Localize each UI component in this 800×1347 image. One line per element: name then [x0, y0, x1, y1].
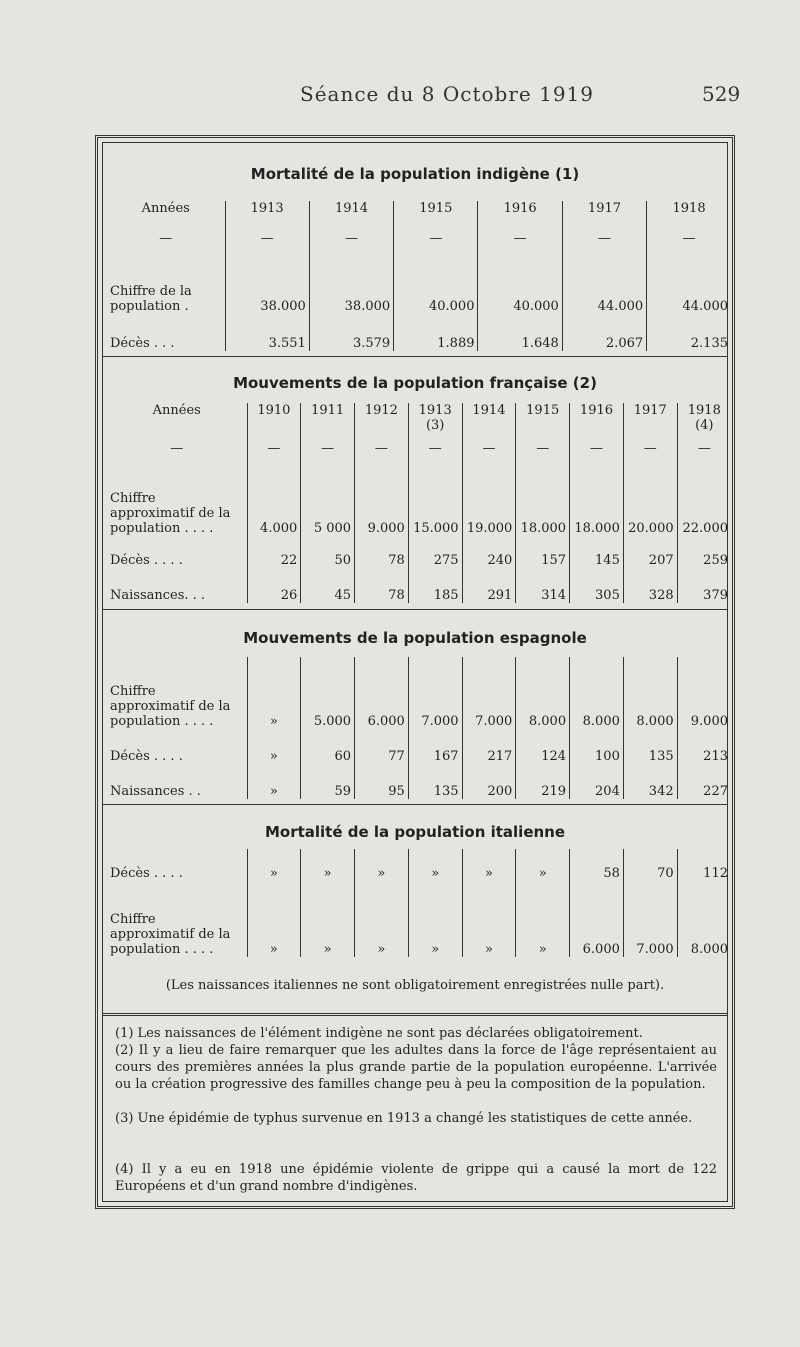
- value-cell: 112: [677, 849, 731, 881]
- value-cell: 40.000: [394, 254, 478, 315]
- value-cell: 314: [516, 568, 570, 603]
- value-cell: 185: [408, 568, 462, 603]
- value-cell: »: [516, 849, 570, 881]
- dash-cell: —: [677, 441, 731, 464]
- page-header: [0, 82, 800, 112]
- dash-cell: —: [478, 231, 562, 253]
- value-cell: 38.000: [225, 254, 309, 315]
- year-cell: 1914: [462, 403, 516, 441]
- value-cell: 240: [462, 536, 516, 567]
- value-cell: 342: [623, 764, 677, 799]
- value-cell: 200: [462, 764, 516, 799]
- value-cell: 135: [623, 729, 677, 764]
- page-title: Séance du 8 Octobre 1919: [300, 82, 594, 106]
- value-cell: 8.000: [677, 881, 731, 957]
- value-cell: »: [516, 881, 570, 957]
- dash-cell: —: [647, 231, 731, 253]
- year-cell: 1910: [247, 403, 301, 441]
- row-label: Chiffre approximatif de la population . . . .: [110, 684, 231, 730]
- row-label: Décès . . . .: [110, 552, 183, 568]
- dash-cell: —: [394, 231, 478, 253]
- table-row: [107, 881, 731, 957]
- value-cell: 45: [301, 568, 355, 603]
- value-cell: 59: [301, 764, 355, 799]
- value-cell: »: [408, 881, 462, 957]
- table-row: [107, 536, 731, 567]
- year-cell: 1912: [355, 403, 409, 441]
- value-cell: 18.000: [516, 463, 570, 536]
- value-cell: 328: [623, 568, 677, 603]
- year-cell: 1915: [516, 403, 570, 441]
- row-label: Décès . . .: [110, 336, 175, 351]
- dash-row: [107, 231, 731, 253]
- table-row: [107, 568, 731, 603]
- value-cell: »: [355, 881, 409, 957]
- statistics-inner-frame: [102, 142, 728, 1202]
- value-cell: 77: [355, 729, 409, 764]
- dash-cell: —: [225, 231, 309, 253]
- value-cell: 40.000: [478, 254, 562, 315]
- note-1: (1) Les naissances de l'élément indigène ne sont pas déclarées obligatoirement.: [115, 1026, 643, 1041]
- section-divider: [103, 356, 727, 357]
- value-cell: »: [408, 849, 462, 881]
- value-cell: 213: [677, 729, 731, 764]
- page-number: 529: [702, 82, 741, 106]
- year-cell: 1913 (3): [408, 403, 462, 441]
- dash-cell: —: [516, 441, 570, 464]
- value-cell: 38.000: [309, 254, 393, 315]
- value-cell: 18.000: [570, 463, 624, 536]
- dash-cell: —: [301, 441, 355, 464]
- years-row: [107, 201, 731, 231]
- table-row: [107, 657, 731, 729]
- value-cell: »: [247, 764, 301, 799]
- value-cell: 3.579: [309, 314, 393, 351]
- value-cell: 2.067: [562, 314, 646, 351]
- value-cell: »: [301, 849, 355, 881]
- value-cell: 6.000: [355, 657, 409, 729]
- value-cell: 8.000: [516, 657, 570, 729]
- dash-cell: —: [247, 441, 301, 464]
- years-label: Années: [141, 201, 190, 216]
- year-cell: 1917: [623, 403, 677, 441]
- value-cell: 1.648: [478, 314, 562, 351]
- value-cell: 145: [570, 536, 624, 567]
- value-cell: 15.000: [408, 463, 462, 536]
- dash-cell: —: [462, 441, 516, 464]
- value-cell: 26: [247, 568, 301, 603]
- value-cell: 5 000: [301, 463, 355, 536]
- year-cell: 1918 (4): [677, 403, 731, 441]
- value-cell: 157: [516, 536, 570, 567]
- dash-cell: —: [562, 231, 646, 253]
- dash-cell: —: [309, 231, 393, 253]
- statistics-frame: [95, 135, 735, 1209]
- value-cell: 9.000: [355, 463, 409, 536]
- francaise-title: Mouvements de la population française (2): [233, 374, 597, 392]
- table-row: [107, 314, 731, 351]
- table-row: [107, 254, 731, 315]
- row-label: Naissances. . .: [110, 588, 206, 603]
- value-cell: 259: [677, 536, 731, 567]
- section-divider: [103, 609, 727, 610]
- note-2: (2) Il y a lieu de faire remarquer que les adultes dans la force de l'âge représentaient au cours des premières années la plus grande partie de la population européenne. L'arrivée ou la création progressive des familles change peu à peu la composition de la population.: [115, 1043, 717, 1092]
- dash-label: —: [159, 231, 173, 247]
- value-cell: 7.000: [462, 657, 516, 729]
- value-cell: »: [247, 849, 301, 881]
- value-cell: 22: [247, 536, 301, 567]
- table-row: [107, 764, 731, 799]
- year-cell: 1916: [478, 201, 562, 231]
- espagnole-title: Mouvements de la population espagnole: [243, 629, 587, 647]
- value-cell: 3.551: [225, 314, 309, 351]
- year-cell: 1911: [301, 403, 355, 441]
- value-cell: 291: [462, 568, 516, 603]
- value-cell: 6.000: [570, 881, 624, 957]
- value-cell: 2.135: [647, 314, 731, 351]
- value-cell: 8.000: [570, 657, 624, 729]
- value-cell: 44.000: [647, 254, 731, 315]
- value-cell: 167: [408, 729, 462, 764]
- year-cell: 1914: [309, 201, 393, 231]
- value-cell: 379: [677, 568, 731, 603]
- value-cell: 217: [462, 729, 516, 764]
- value-cell: 9.000: [677, 657, 731, 729]
- value-cell: »: [301, 881, 355, 957]
- value-cell: 78: [355, 536, 409, 567]
- years-label: Années: [152, 403, 201, 418]
- row-label: Chiffre approximatif de la population . . . .: [110, 912, 231, 957]
- dash-cell: —: [355, 441, 409, 464]
- value-cell: 50: [301, 536, 355, 567]
- value-cell: 19.000: [462, 463, 516, 536]
- table-row: [107, 463, 731, 536]
- table-row: [107, 849, 731, 881]
- francaise-table: [107, 403, 731, 603]
- table-row: [107, 729, 731, 764]
- value-cell: 135: [408, 764, 462, 799]
- value-cell: 207: [623, 536, 677, 567]
- note-3: (3) Une épidémie de typhus survenue en 1913 a changé les statistiques de cette année.: [115, 1111, 693, 1126]
- year-cell: 1918: [647, 201, 731, 231]
- value-cell: 58: [570, 849, 624, 881]
- value-cell: 78: [355, 568, 409, 603]
- year-cell: 1916: [570, 403, 624, 441]
- row-label: Chiffre de la population .: [110, 284, 192, 315]
- value-cell: 275: [408, 536, 462, 567]
- value-cell: 1.889: [394, 314, 478, 351]
- value-cell: 44.000: [562, 254, 646, 315]
- value-cell: »: [462, 881, 516, 957]
- dash-cell: —: [623, 441, 677, 464]
- dash-label: —: [170, 440, 184, 456]
- value-cell: 8.000: [623, 657, 677, 729]
- indigene-title: Mortalité de la population indigène (1): [250, 165, 580, 183]
- value-cell: »: [247, 657, 301, 729]
- italienne-table: [107, 849, 731, 957]
- value-cell: 7.000: [623, 881, 677, 957]
- italienne-title: Mortalité de la population italienne: [264, 823, 566, 841]
- row-label: Naissances . .: [110, 784, 201, 799]
- year-cell: 1915: [394, 201, 478, 231]
- value-cell: »: [247, 729, 301, 764]
- value-cell: »: [462, 849, 516, 881]
- value-cell: 5.000: [301, 657, 355, 729]
- value-cell: 70: [623, 849, 677, 881]
- year-cell: 1917: [562, 201, 646, 231]
- value-cell: 219: [516, 764, 570, 799]
- row-label: Chiffre approximatif de la population . . . .: [110, 491, 231, 537]
- value-cell: »: [355, 849, 409, 881]
- value-cell: 22.000: [677, 463, 731, 536]
- notes-divider: [103, 1013, 727, 1016]
- value-cell: 20.000: [623, 463, 677, 536]
- dash-row: [107, 441, 731, 464]
- value-cell: 60: [301, 729, 355, 764]
- value-cell: 4.000: [247, 463, 301, 536]
- value-cell: »: [247, 881, 301, 957]
- value-cell: 124: [516, 729, 570, 764]
- value-cell: 227: [677, 764, 731, 799]
- years-row: [107, 403, 731, 441]
- dash-cell: —: [408, 441, 462, 464]
- row-label: Décès . . . .: [110, 749, 183, 764]
- indigene-table: [107, 201, 731, 351]
- section-divider: [103, 804, 727, 805]
- espagnole-table: [107, 657, 731, 799]
- value-cell: 95: [355, 764, 409, 799]
- italienne-footnote: (Les naissances italiennes ne sont obligatoirement enregistrées nulle part).: [165, 978, 665, 993]
- value-cell: 305: [570, 568, 624, 603]
- value-cell: 204: [570, 764, 624, 799]
- year-cell: 1913: [225, 201, 309, 231]
- value-cell: 100: [570, 729, 624, 764]
- value-cell: 7.000: [408, 657, 462, 729]
- dash-cell: —: [570, 441, 624, 464]
- row-label: Décès . . . .: [110, 866, 183, 882]
- note-4: (4) Il y a eu en 1918 une épidémie violente de grippe qui a causé la mort de 122 Européens et d'un grand nombre d'indigènes.: [115, 1162, 717, 1194]
